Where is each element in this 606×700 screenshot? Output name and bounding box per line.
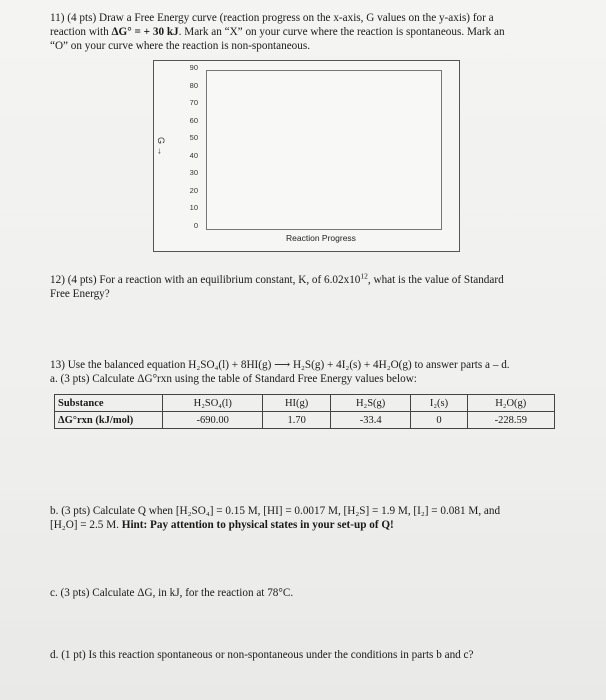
table-header-cell: H₂O(g) xyxy=(467,395,554,412)
q13-part-b-line2-pre: [H₂O] = 2.5 M. xyxy=(50,519,122,531)
q13-part-c: c. (3 pts) Calculate ΔG, in kJ, for the reaction at 78°C. xyxy=(50,587,294,599)
q13-part-a: a. (3 pts) Calculate ΔG°rxn using the table of Standard Free Energy values below: xyxy=(50,373,417,385)
q13-line1: 13) Use the balanced equation H₂SO₄(l) + 8HI(g) ⟶ H₂S(g) + 4I₂(s) + 4H₂O(g) to answer parts a – d. xyxy=(50,359,510,371)
y-tick-label: 80 xyxy=(189,80,198,90)
q13-part-d: d. (1 pt) Is this reaction spontaneous or non-spontaneous under the conditions in parts b and c? xyxy=(50,649,474,661)
q11-line2-pre: reaction with xyxy=(50,26,112,38)
plot-area[interactable] xyxy=(206,70,442,230)
y-axis-label: G → xyxy=(156,137,166,156)
table-cell: 1.70 xyxy=(263,412,330,429)
table-header-cell: H₂SO₄(l) xyxy=(163,395,263,412)
table-header-cell: I₂(s) xyxy=(411,395,467,412)
y-tick-label: 20 xyxy=(189,185,198,195)
table-row-label: ΔG°rxn (kJ/mol) xyxy=(55,412,163,429)
table-header-row xyxy=(55,395,555,412)
q12-line1 xyxy=(50,271,504,287)
y-tick-label: 50 xyxy=(189,133,198,143)
y-tick-label: 60 xyxy=(189,115,198,125)
q12-line2: Free Energy? xyxy=(50,288,110,300)
table-header-cell: HI(g) xyxy=(263,395,330,412)
q11-line2 xyxy=(50,26,505,39)
y-tick-label: 90 xyxy=(189,63,198,72)
table-cell: -228.59 xyxy=(467,412,554,429)
table-row xyxy=(55,412,555,429)
y-tick-label: 40 xyxy=(189,150,198,160)
q11-line2-post: . Mark an “X” on your curve where the reaction is spontaneous. Mark an xyxy=(178,26,505,38)
q11-line1: 11) (4 pts) Draw a Free Energy curve (reaction progress on the x-axis, G values on the y-axis) for a xyxy=(50,12,494,24)
q13-part-b-hint: Hint: Pay attention to physical states in your set-up of Q! xyxy=(121,519,394,531)
table-cell: -33.4 xyxy=(330,412,411,429)
y-tick-label: 30 xyxy=(189,168,198,178)
y-tick-label: 70 xyxy=(189,98,198,108)
q12-line1-pre: 12) (4 pts) For a reaction with an equilibrium constant, K, of 6.02x10 xyxy=(50,274,361,286)
x-axis-label: Reaction Progress xyxy=(286,233,356,243)
free-energy-table xyxy=(54,394,555,429)
y-tick-label: 0 xyxy=(193,221,198,230)
q11-line3: “O” on your curve where the reaction is non-spontaneous. xyxy=(50,40,311,52)
q12-line1-post: , what is the value of Standard xyxy=(367,274,504,286)
q12-exponent: 12 xyxy=(360,271,368,281)
table-header-cell: Substance xyxy=(55,395,163,412)
q13-part-b-line1: b. (3 pts) Calculate Q when [H₂SO₄] = 0.15 M, [HI] = 0.0017 M, [H₂S] = 1.9 M, [I₂] = 0.081 M, and xyxy=(50,505,501,517)
y-tick-label: 10 xyxy=(189,203,198,213)
q11-delta-g-value: ΔG° = + 30 kJ xyxy=(111,26,179,38)
q13-part-b-line2 xyxy=(50,519,394,532)
free-energy-graph xyxy=(153,60,460,252)
table-cell: 0 xyxy=(411,412,467,429)
table-header-cell: H₂S(g) xyxy=(330,395,411,412)
table-cell: -690.00 xyxy=(163,412,263,429)
